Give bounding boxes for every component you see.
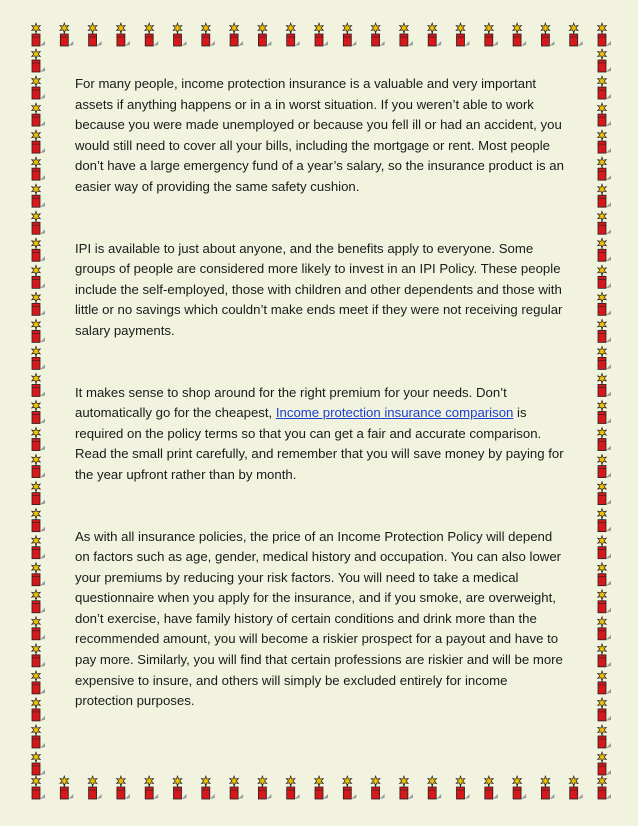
paragraph-3-text-after: is required on the policy terms so that you can get a fair and accurate comparison. Read the small print carefully, and remember that you will save money by paying for the year upfront rather than by month.: [75, 405, 564, 482]
firecracker-icon: [258, 23, 271, 46]
firecracker-icon: [315, 776, 328, 799]
firecracker-icon: [32, 103, 45, 126]
firecracker-icon: [541, 776, 554, 799]
firecracker-icon: [315, 23, 328, 46]
firecracker-icon: [598, 644, 611, 667]
firecracker-icon: [598, 590, 611, 613]
firecracker-icon: [32, 184, 45, 207]
firecracker-icon: [598, 563, 611, 586]
firecracker-icon: [485, 776, 498, 799]
firecracker-icon: [569, 776, 582, 799]
firecracker-icon: [32, 752, 45, 775]
firecracker-icon: [145, 776, 158, 799]
firecracker-icon: [60, 23, 73, 46]
firecracker-icon: [32, 346, 45, 369]
firecracker-icon: [598, 346, 611, 369]
firecracker-icon: [428, 776, 441, 799]
firecracker-icon: [598, 401, 611, 424]
firecracker-icon: [598, 752, 611, 775]
firecracker-icon: [598, 238, 611, 261]
firecracker-icon: [32, 49, 45, 72]
paragraph-1: For many people, income protection insurance is a valuable and very important assets if anything happens or in a in worst situation. If you weren’t able to work because you were made unemployed or because you fell ill or had an accident, you would still need to cover all your bills, including the mortgage or rent. Most people don’t have a large emergency fund of a year’s salary, so the insurance product is an easier way of providing the same safety cushion.: [75, 76, 564, 194]
document-body: [75, 74, 567, 753]
paragraph-3: [75, 383, 567, 486]
firecracker-icon: [32, 725, 45, 748]
firecracker-icon: [173, 23, 186, 46]
firecracker-icon: [598, 536, 611, 559]
firecracker-icon: [598, 725, 611, 748]
firecracker-icon: [258, 776, 271, 799]
firecracker-icon: [202, 776, 215, 799]
firecracker-icon: [598, 157, 611, 180]
firecracker-icon: [598, 455, 611, 478]
firecracker-icon: [60, 776, 73, 799]
firecracker-icon: [173, 776, 186, 799]
firecracker-icon: [598, 76, 611, 99]
firecracker-icon: [598, 49, 611, 72]
firecracker-icon: [32, 130, 45, 153]
firecracker-icon: [513, 776, 526, 799]
firecracker-icon: [569, 23, 582, 46]
firecracker-icon: [32, 536, 45, 559]
firecracker-icon: [117, 23, 130, 46]
firecracker-icon: [400, 23, 413, 46]
firecracker-icon: [32, 265, 45, 288]
firecracker-icon: [32, 698, 45, 721]
firecracker-icon: [32, 482, 45, 505]
firecracker-icon: [32, 373, 45, 396]
paragraph-3-text-before: It makes sense to shop around for the right premium for your needs. Don’t automatically go for the cheapest,: [75, 384, 507, 421]
firecracker-icon: [598, 23, 611, 46]
firecracker-icon: [286, 776, 299, 799]
firecracker-icon: [32, 644, 45, 667]
firecracker-icon: [286, 23, 299, 46]
firecracker-icon: [230, 23, 243, 46]
firecracker-icon: [598, 428, 611, 451]
firecracker-icon: [145, 23, 158, 46]
paragraph-2: IPI is available to just about anyone, and the benefits apply to everyone. Some groups of people are considered more likely to invest in an IPI Policy. These people include the self-employed, those with children and other dependents and those with little or no savings which couldn’t make ends meet if they were not receiving regular salary payments.: [75, 240, 563, 338]
firecracker-icon: [32, 401, 45, 424]
firecracker-icon: [32, 590, 45, 613]
firecracker-icon: [598, 617, 611, 640]
firecracker-icon: [598, 211, 611, 234]
firecracker-icon: [32, 563, 45, 586]
firecracker-icon: [202, 23, 215, 46]
firecracker-icon: [343, 776, 356, 799]
firecracker-icon: [598, 319, 611, 342]
firecracker-icon: [32, 455, 45, 478]
firecracker-icon: [428, 23, 441, 46]
firecracker-icon: [32, 428, 45, 451]
firecracker-icon: [456, 776, 469, 799]
firecracker-icon: [598, 373, 611, 396]
comparison-link[interactable]: Income protection insurance comparison: [275, 405, 514, 421]
firecracker-icon: [598, 482, 611, 505]
firecracker-icon: [513, 23, 526, 46]
firecracker-icon: [541, 23, 554, 46]
firecracker-icon: [32, 76, 45, 99]
firecracker-icon: [598, 184, 611, 207]
firecracker-icon: [88, 23, 101, 46]
firecracker-icon: [400, 776, 413, 799]
firecracker-icon: [32, 211, 45, 234]
firecracker-icon: [598, 130, 611, 153]
firecracker-icon: [598, 292, 611, 315]
firecracker-icon: [371, 776, 384, 799]
paragraph-4: As with all insurance policies, the price of an Income Protection Policy will depend on factors such as age, gender, medical history and occupation. You can also lower your premiums by reducing your risk factors. You will need to take a medical questionnaire when you apply for the insurance, and if you smoke, are overweight, don’t exercise, have family history of certain conditions and drink more than the recommended amount, you will become a riskier prospect for a payout and have to pay more. Similarly, you will find that certain professions are riskier and will be more expensive to insure, and others will simply be excluded entirely for income protection purposes.: [75, 528, 563, 709]
firecracker-icon: [32, 238, 45, 261]
firecracker-icon: [32, 671, 45, 694]
firecracker-icon: [32, 776, 45, 799]
firecracker-icon: [117, 776, 130, 799]
firecracker-icon: [32, 23, 45, 46]
firecracker-icon: [32, 157, 45, 180]
firecracker-icon: [485, 23, 498, 46]
firecracker-icon: [598, 671, 611, 694]
firecracker-icon: [32, 292, 45, 315]
firecracker-icon: [32, 509, 45, 532]
firecracker-icon: [32, 617, 45, 640]
firecracker-icon: [32, 319, 45, 342]
firecracker-icon: [598, 698, 611, 721]
firecracker-icon: [456, 23, 469, 46]
firecracker-icon: [343, 23, 356, 46]
firecracker-icon: [598, 509, 611, 532]
firecracker-icon: [598, 776, 611, 799]
firecracker-icon: [88, 776, 101, 799]
firecracker-icon: [598, 265, 611, 288]
firecracker-icon: [371, 23, 384, 46]
firecracker-icon: [230, 776, 243, 799]
firecracker-icon: [598, 103, 611, 126]
